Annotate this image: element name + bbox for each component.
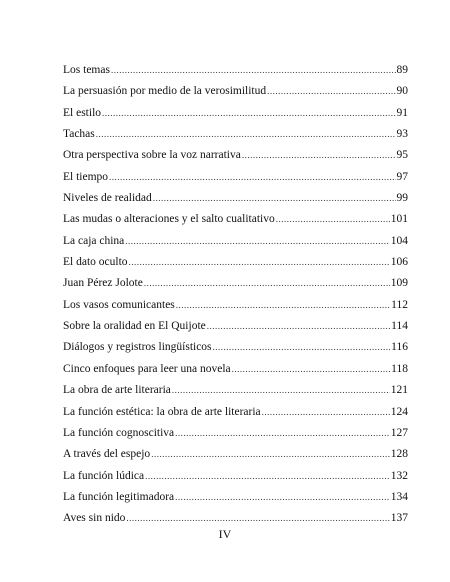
toc-entry [63, 124, 408, 145]
toc-entry [63, 337, 408, 358]
toc-entry-page-number: 128 [390, 448, 408, 461]
dot-leader [176, 295, 390, 316]
toc-entry-page-number: 89 [396, 64, 408, 76]
toc-entry-page-number: 112 [391, 298, 408, 311]
toc-entry-title: La función lúdica [63, 469, 145, 482]
toc-entry [63, 466, 408, 487]
toc-entry-title: Juan Pérez Jolote [63, 277, 143, 290]
dot-leader [207, 316, 390, 337]
toc-entry-title: Tachas [63, 128, 95, 141]
dot-leader [262, 402, 390, 423]
toc-entry-title: Aves sin nido [63, 512, 126, 525]
toc-entry-page-number: 118 [391, 362, 408, 375]
toc-entry [63, 295, 408, 316]
toc-entry-page-number: 99 [396, 192, 408, 205]
dot-leader [172, 380, 390, 401]
toc-entry [63, 252, 408, 273]
dot-leader [175, 487, 390, 508]
dot-leader [153, 188, 396, 209]
toc-entry-title: El estilo [63, 106, 102, 119]
toc-entry-title: Diálogos y registros lingüísticos [63, 341, 212, 354]
toc-entry-page-number: 95 [396, 149, 408, 162]
toc-entry [63, 487, 408, 508]
toc-entry [63, 103, 408, 124]
toc-entry-page-number: 132 [390, 469, 408, 482]
dot-leader [111, 60, 396, 81]
toc-entry [63, 423, 408, 444]
toc-entry [63, 145, 408, 166]
toc-entry-title: La obra de arte literaria [63, 384, 171, 397]
dot-leader [96, 124, 396, 145]
toc-entry-page-number: 127 [390, 426, 408, 439]
toc-entry [63, 209, 408, 230]
toc-entry-page-number: 104 [390, 234, 408, 247]
toc-entry [63, 273, 408, 294]
dot-leader [125, 231, 389, 252]
toc-entry-page-number: 134 [390, 490, 408, 503]
toc-entry-page-number: 93 [396, 128, 408, 141]
dot-leader [145, 466, 390, 487]
toc-entry [63, 316, 408, 337]
toc-entry-title: La función legitimadora [63, 490, 175, 503]
toc-entry-title: Cinco enfoques para leer una novela [63, 362, 231, 375]
toc-entry [63, 231, 408, 252]
toc-entry-title: El tiempo [63, 170, 109, 183]
table-of-contents [63, 60, 408, 530]
dot-leader [109, 167, 395, 188]
dot-leader [175, 423, 390, 444]
toc-entry-title: La función cognoscitiva [63, 426, 175, 439]
toc-entry-page-number: 116 [391, 341, 408, 354]
toc-entry [63, 60, 408, 81]
toc-entry [63, 444, 408, 465]
dot-leader [151, 444, 390, 465]
toc-entry-title: Las mudas o alteraciones y el salto cualitativo [63, 213, 275, 226]
toc-entry [63, 167, 408, 188]
page-folio: IV [218, 527, 232, 541]
toc-entry [63, 359, 408, 380]
toc-entry-title: El dato oculto [63, 256, 128, 269]
toc-entry-page-number: 121 [390, 384, 408, 397]
toc-entry-page-number: 106 [390, 256, 408, 269]
toc-entry-title: La función estética: la obra de arte literaria [63, 405, 261, 418]
toc-entry-page-number: 90 [396, 85, 408, 98]
toc-entry-page-number: 114 [391, 320, 408, 333]
toc-entry-title: Los vasos comunicantes [63, 298, 175, 311]
toc-entry-title: Los temas [63, 64, 110, 76]
toc-entry-page-number: 109 [390, 277, 408, 290]
toc-entry-page-number: 124 [390, 405, 408, 418]
dot-leader [232, 359, 391, 380]
toc-entry-page-number: 91 [396, 106, 408, 119]
dot-leader [276, 209, 390, 230]
dot-leader [267, 81, 395, 102]
dot-leader [102, 103, 395, 124]
toc-entry [63, 188, 408, 209]
dot-leader [242, 145, 396, 166]
toc-entry [63, 402, 408, 423]
toc-entry-page-number: 137 [390, 512, 408, 525]
toc-entry-title: Otra perspectiva sobre la voz narrativa [63, 149, 241, 162]
dot-leader [213, 337, 391, 358]
toc-entry-page-number: 101 [390, 213, 408, 226]
dot-leader [129, 252, 390, 273]
dot-leader [144, 273, 390, 294]
toc-entry-title: Sobre la oralidad en El Quijote [63, 320, 206, 333]
toc-entry [63, 81, 408, 102]
toc-entry-title: A través del espejo [63, 448, 151, 461]
toc-entry-title: La persuasión por medio de la verosimilitud [63, 85, 267, 98]
toc-entry-title: La caja china [63, 234, 125, 247]
toc-entry [63, 380, 408, 401]
toc-entry-page-number: 97 [396, 170, 408, 183]
toc-entry-title: Niveles de realidad [63, 192, 152, 205]
